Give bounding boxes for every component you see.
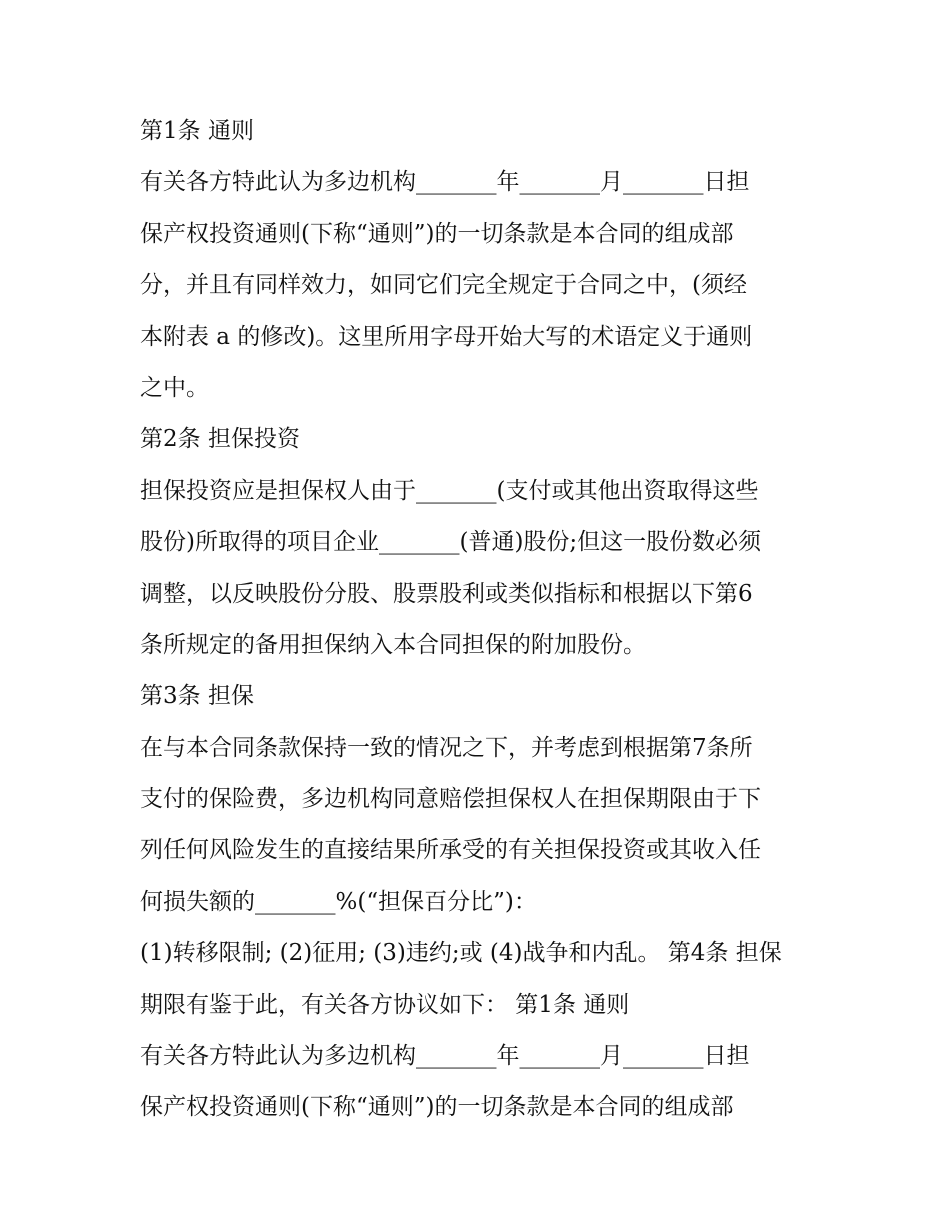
paragraph-line: 有关各方特此认为多边机构_______年_______月_______日担 [140,1043,750,1070]
paragraph-line: 分，并且有同样效力，如同它们完全规定于合同之中，(须经 [140,272,747,299]
paragraph-line: 有关各方特此认为多边机构_______年_______月_______日担 [140,169,750,196]
paragraph-line: 之中。 [140,374,209,401]
article-1-heading: 第1条 通则 [140,118,254,144]
paragraph-line: 支付的保险费，多边机构同意赔偿担保权人在担保期限由于下 [140,786,761,813]
article-2-heading: 第2条 担保投资 [140,426,300,453]
paragraph-line: 在与本合同条款保持一致的情况之下，并考虑到根据第7条所 [140,734,753,761]
paragraph-line: 股份)所取得的项目企业_______(普通)股份;但这一股份数必须 [140,529,762,556]
paragraph-line: (1)转移限制; (2)征用; (3)违约;或 (4)战争和内乱。 第4条 担保 [140,940,782,967]
paragraph-line: 担保投资应是担保权人由于_______(支付或其他出资取得这些 [140,477,759,504]
article-3-heading: 第3条 担保 [140,683,254,710]
paragraph-line: 保产权投资通则(下称“通则”)的一切条款是本合同的组成部 [140,1094,734,1121]
paragraph-line: 条所规定的备用担保纳入本合同担保的附加股份。 [140,631,646,658]
paragraph-line: 本附表 a 的修改)。这里所用字母开始大写的术语定义于通则 [140,323,753,350]
paragraph-line: 保产权投资通则(下称“通则”)的一切条款是本合同的组成部 [140,220,734,247]
document-body [140,106,820,1134]
paragraph-line: 列任何风险发生的直接结果所承受的有关担保投资或其收入任 [140,837,761,864]
paragraph-line: 调整，以反映股份分股、股票股利或类似指标和根据以下第6 [140,580,753,607]
paragraph-line: 何损失额的_______%(“担保百分比”)： [140,888,537,915]
paragraph-line: 期限有鉴于此，有关各方协议如下： 第1条 通则 [140,991,630,1018]
